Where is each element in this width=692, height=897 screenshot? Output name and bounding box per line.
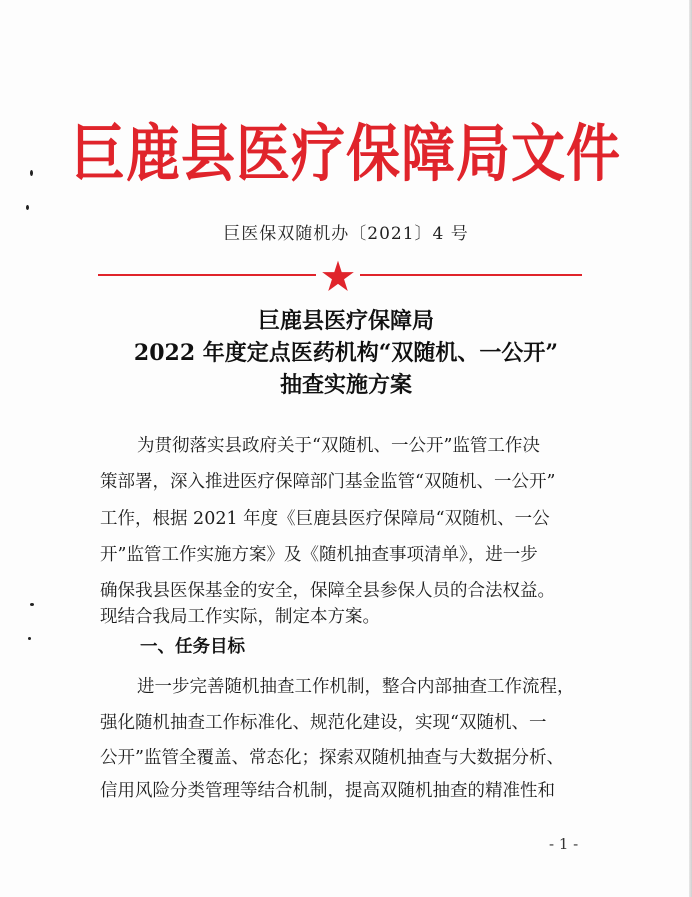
page-number: - 1 - bbox=[549, 835, 579, 853]
paragraph-line: 为贯彻落实县政府关于“双随机、一公开”监管工作决 bbox=[137, 436, 540, 456]
scan-speck bbox=[30, 603, 34, 606]
scan-speck bbox=[28, 637, 31, 640]
scan-speck bbox=[26, 205, 29, 210]
document-number: 巨医保双随机办〔2021〕4 号 bbox=[223, 224, 469, 244]
red-rule-right bbox=[360, 274, 582, 276]
document-title-line-1: 巨鹿县医疗保障局 bbox=[257, 308, 434, 334]
paragraph-line: 公开”监管全覆盖、常态化；探索双随机抽查与大数据分析、 bbox=[100, 748, 564, 768]
section-heading: 一、任务目标 bbox=[140, 637, 245, 657]
paragraph-line: 进一步完善随机抽查工作机制，整合内部抽查工作流程， bbox=[137, 677, 575, 697]
paragraph-line: 开”监管工作实施方案》及《随机抽查事项清单》，进一步 bbox=[100, 545, 538, 565]
paragraph-line: 策部署，深入推进医疗保障部门基金监管“双随机、一公开” bbox=[100, 472, 556, 492]
paragraph-line: 强化随机抽查工作标准化、规范化建设，实现“双随机、一 bbox=[100, 713, 547, 733]
document-title-line-2: 2022 年度定点医药机构“双随机、一公开” bbox=[133, 340, 559, 366]
red-rule-left bbox=[98, 274, 316, 276]
document-title-line-3: 抽查实施方案 bbox=[279, 372, 412, 398]
paragraph-line: 工作，根据 2021 年度《巨鹿县医疗保障局“双随机、一公 bbox=[100, 509, 550, 529]
paragraph-line: 确保我县医保基金的安全，保障全县参保人员的合法权益。 bbox=[100, 581, 555, 601]
paragraph-line: 信用风险分类管理等结合机制，提高双随机抽查的精准性和 bbox=[100, 781, 555, 801]
document-masthead: 巨鹿县医疗保障局文件 bbox=[71, 116, 621, 191]
red-star-icon bbox=[321, 260, 355, 292]
paragraph-line: 现结合我局工作实际，制定本方案。 bbox=[100, 607, 380, 627]
